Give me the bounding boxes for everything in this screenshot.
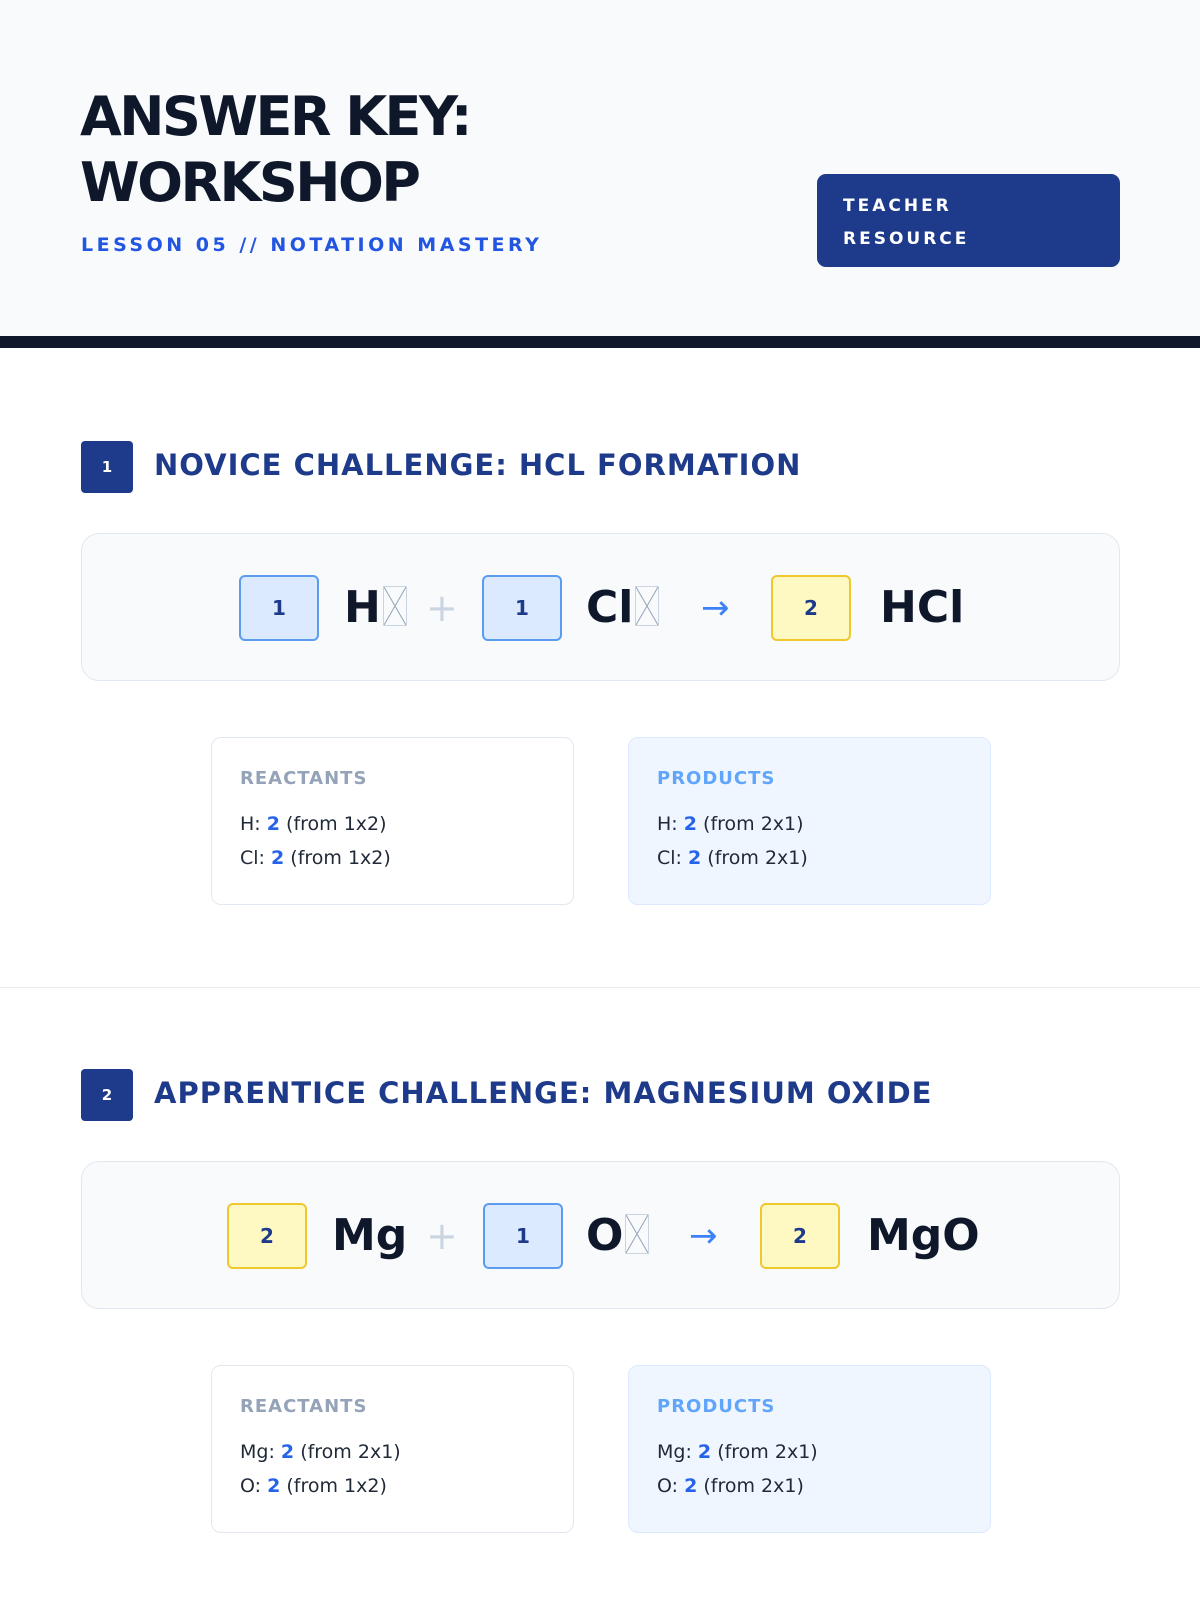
reactants-card [211,1365,574,1533]
empty-subscript-box [635,586,659,626]
atom-count-line [657,841,990,875]
formula-text: O [586,1210,624,1261]
challenge-section-1 [0,360,1200,980]
atom-count: 2 [266,813,280,835]
atom-count-line [240,841,573,875]
count-note: (from 1x2) [290,847,391,869]
plus-sign: + [426,586,458,630]
title-line-1: ANSWER KEY: [80,85,470,148]
atom-count-line [657,807,990,841]
page-title [80,84,640,216]
atom-count-line [240,807,573,841]
atom-count-line [240,1469,573,1503]
card-title: PRODUCTS [657,1396,776,1417]
formula-term: HCl [880,582,965,633]
atom-count-line [240,1435,573,1469]
atom-count-line [657,1435,990,1469]
element-label: Cl: [657,847,682,869]
element-label: Cl: [240,847,265,869]
coefficient-box[interactable]: 1 [239,575,319,641]
challenge-section-2 [0,988,1200,1608]
coefficient-box[interactable]: 2 [760,1203,840,1269]
reaction-arrow: → [701,588,730,628]
title-line-2: WORKSHOP [80,151,419,214]
atom-count: 2 [280,1441,295,1463]
atom-count: 2 [697,1441,712,1463]
atom-count-line [657,1469,990,1503]
section-number-badge: 2 [81,1069,133,1121]
formula-text: Cl [586,582,634,633]
coefficient-box[interactable]: 2 [771,575,851,641]
section-title: NOVICE CHALLENGE: HCL FORMATION [154,448,802,482]
element-label: O: [657,1475,679,1497]
equation-panel [81,533,1120,681]
element-label: Mg: [240,1441,275,1463]
count-note: (from 2x1) [703,813,804,835]
count-note: (from 2x1) [707,847,808,869]
atom-count: 2 [683,813,697,835]
products-card [628,1365,991,1533]
atom-count: 2 [271,847,285,869]
badge-line-1: TEACHER [843,196,952,216]
plus-sign: + [426,1214,458,1258]
count-note: (from 2x1) [300,1441,401,1463]
equation-panel [81,1161,1120,1309]
atom-count: 2 [267,1475,281,1497]
section-number-badge: 1 [81,441,133,493]
section-title: APPRENTICE CHALLENGE: MAGNESIUM OXIDE [154,1076,933,1110]
atom-count: 2 [688,847,702,869]
formula-term [586,578,659,638]
count-note: (from 1x2) [286,813,387,835]
coefficient-box[interactable]: 1 [482,575,562,641]
formula-text: H [344,582,381,633]
element-label: O: [240,1475,262,1497]
formula-term [344,578,407,638]
reaction-arrow: → [689,1216,718,1256]
count-note: (from 1x2) [286,1475,387,1497]
atom-count: 2 [684,1475,698,1497]
empty-subscript-box [383,586,407,626]
page-header [0,0,1200,348]
lesson-subtitle: LESSON 05 // NOTATION MASTERY [81,234,543,256]
element-label: H: [240,813,261,835]
card-title: PRODUCTS [657,768,776,789]
element-label: H: [657,813,678,835]
element-label: Mg: [657,1441,692,1463]
empty-subscript-box [625,1214,649,1254]
count-note: (from 2x1) [703,1475,804,1497]
card-title: REACTANTS [240,1396,368,1417]
coefficient-box[interactable]: 2 [227,1203,307,1269]
formula-term: MgO [867,1210,980,1261]
badge-line-2: RESOURCE [843,229,970,249]
products-card [628,737,991,905]
coefficient-box[interactable]: 1 [483,1203,563,1269]
count-note: (from 2x1) [717,1441,818,1463]
reactants-card [211,737,574,905]
card-title: REACTANTS [240,768,368,789]
formula-term: Mg [332,1210,408,1261]
teacher-resource-badge [817,174,1120,267]
formula-term [586,1206,649,1266]
